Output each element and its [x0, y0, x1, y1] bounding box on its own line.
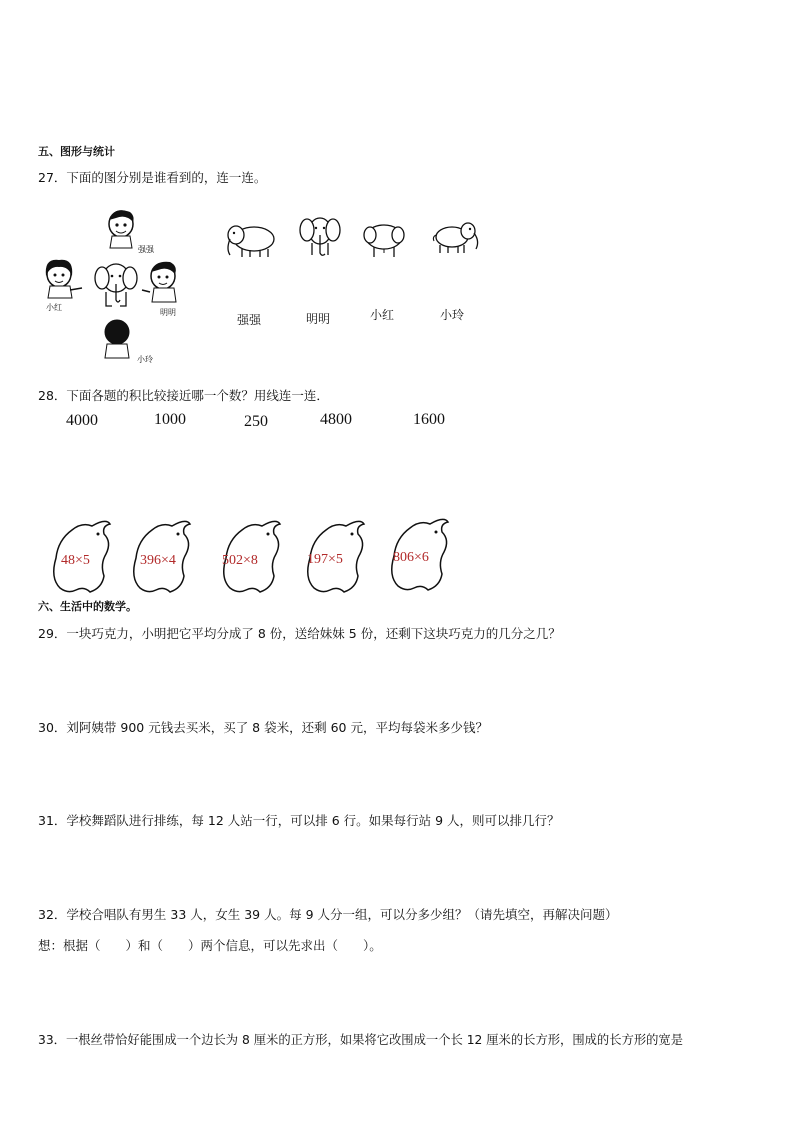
center-elephant-icon: [95, 264, 137, 306]
view-label-3: 小红: [370, 308, 395, 322]
expression-1: 48×5: [61, 553, 90, 568]
target-number-4: 4800: [320, 411, 352, 428]
observer-label-top: 强强: [138, 245, 154, 254]
elephant-views: [222, 215, 482, 265]
question-30-text: 30．刘阿姨带 900 元钱去买米，买了 8 袋米，还剩 60 元，平均每袋米多少钱？: [38, 720, 488, 735]
elephant-views-illustration: [222, 215, 482, 265]
child-bottom-icon: [105, 320, 129, 358]
section-6-title: 六、生活中的数学。: [38, 600, 137, 613]
observer-label-right: 明明: [160, 308, 176, 317]
child-right-icon: [142, 262, 176, 302]
question-31-text: 31．学校舞蹈队进行排练，每 12 人站一行，可以排 6 行。如果每行站 9 人，则可以排几行？: [38, 813, 560, 828]
observers-illustration: [40, 200, 220, 370]
question-29-text: 29．一块巧克力，小明把它平均分成了 8 份，送给妹妹 5 份，还剩下这块巧克力的几分之几？: [38, 626, 561, 641]
child-top-icon: [109, 210, 134, 248]
expression-5: 806×6: [393, 550, 429, 565]
expression-2: 396×4: [140, 553, 176, 568]
target-number-2: 1000: [154, 411, 186, 428]
elephant-back-icon: [364, 225, 404, 257]
expression-4: 197×5: [307, 552, 343, 567]
question-32-think: 想：根据（ ）和（ ）两个信息，可以先求出（ ）。: [38, 938, 382, 953]
view-label-1: 强强: [237, 313, 262, 327]
child-left-icon: [46, 260, 82, 298]
question-32-text: 32．学校合唱队有男生 33 人，女生 39 人。每 9 人分一组，可以分多少组？（请先填空，再解决问题）: [38, 907, 618, 922]
observer-label-bottom: 小玲: [137, 355, 153, 364]
target-number-1: 4000: [66, 412, 98, 429]
view-label-2: 明明: [306, 312, 331, 326]
section-5-title: 五、图形与统计: [38, 145, 115, 158]
elephant-side-left-icon: [228, 226, 274, 257]
observers-figure: [40, 200, 220, 370]
elephant-side-right-icon: [433, 223, 477, 253]
elephant-front-icon: [300, 218, 340, 255]
question-27-text: 27．下面的图分别是谁看到的，连一连。: [38, 170, 267, 185]
target-number-3: 250: [244, 413, 268, 430]
question-28-text: 28．下面各题的积比较接近哪一个数？用线连一连．: [38, 388, 329, 403]
observer-label-left: 小红: [46, 303, 62, 312]
expression-3: 502×8: [222, 553, 258, 568]
question-33-text: 33．一根丝带恰好能围成一个边长为 8 厘米的正方形，如果将它改围成一个长 12 厘米的长方形，围成的长方形的宽是: [38, 1033, 684, 1047]
target-number-5: 1600: [413, 411, 445, 428]
view-label-4: 小玲: [440, 308, 465, 322]
